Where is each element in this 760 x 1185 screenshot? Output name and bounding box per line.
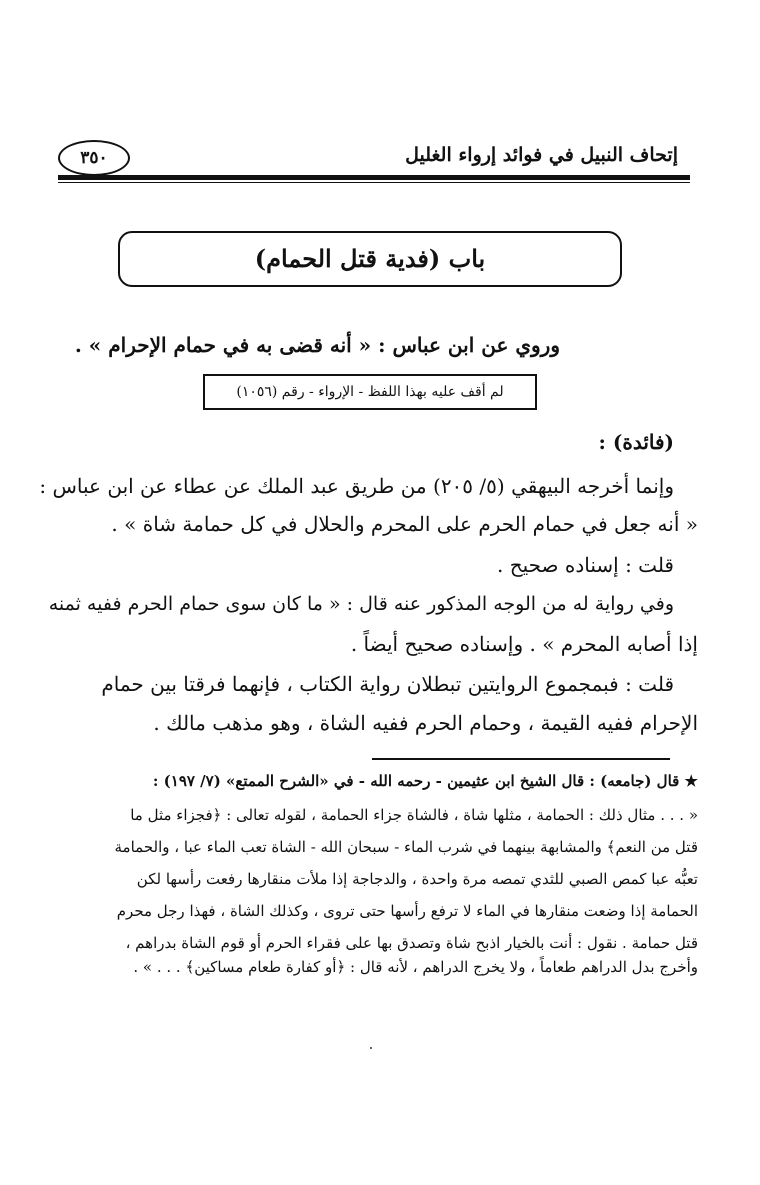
paragraph-1-line-2: « أنه جعل في حمام الحرم على المحرم والحلال في كل حمامة شاة » . xyxy=(111,512,698,536)
footnote-separator xyxy=(372,758,670,760)
paragraph-1-line-1: وإنما أخرجه البيهقي (٥/ ٢٠٥) من طريق عبد الملك عن عطاء عن ابن عباس : xyxy=(39,474,674,498)
paragraph-4-line-1: قلت : فبمجموع الروايتين تبطلان رواية الكتاب ، فإنهما فرقتا بين حمام xyxy=(101,672,674,696)
running-title: إتحاف النبيل في فوائد إرواء الغليل xyxy=(405,144,678,166)
header-rule-thick xyxy=(58,175,690,180)
footnote-line: قتل حمامة . نقول : أنت بالخيار اذبح شاة وتصدق بها على فقراء الحرم أو قوم الشاة بدراهم ، xyxy=(125,934,698,952)
footnote-line: الحمامة إذا وضعت منقارها في الماء لا ترفع رأسها حتى تروى ، وكذلك الشاة ، فهذا رجل محرم xyxy=(116,902,698,920)
grading-note-box: لم أقف عليه بهذا اللفظ - الإرواء - رقم (١٠٥٦) xyxy=(203,374,537,410)
faida-label: (فائدة) : xyxy=(598,430,674,454)
footnote-line: تعبُّه عبا كمص الصبي للثدي تمصه مرة واحدة ، والدجاجة إذا ملأت منقارها رفعت رأسها لكن xyxy=(136,870,698,888)
paragraph-2-line-1: قلت : إسناده صحيح . xyxy=(496,553,674,577)
hadith-line: وروي عن ابن عباس : « أنه قضى به في حمام الإحرام » . xyxy=(74,333,560,357)
chapter-title-box: باب (فدية قتل الحمام) xyxy=(118,231,622,287)
paragraph-3-line-1: وفي رواية له من الوجه المذكور عنه قال : « ما كان سوى حمام الحرم ففيه ثمنه xyxy=(48,593,674,615)
footnote-line: قتل من النعم﴾ والمشابهة بينهما في شرب الماء - سبحان الله - الشاة تعب الماء عبا ، والحمامة xyxy=(114,838,698,856)
page-number-badge: ٣٥٠ xyxy=(58,140,130,176)
page-header xyxy=(58,140,688,180)
footnote-title: ★ قال (جامعه) : قال الشيخ ابن عثيمين - رحمه الله - في «الشرح الممتع» (٧/ ١٩٧) : xyxy=(152,772,698,790)
header-rule-thin xyxy=(58,182,690,183)
footnote-line: « . . . مثال ذلك : الحمامة ، مثلها شاة ، فالشاة جزاء الحمامة ، لقوله تعالى : ﴿فجزاء مثل ما xyxy=(130,806,698,824)
footnote-line: وأخرج بدل الدراهم طعاماً ، ولا يخرج الدراهم ، لأنه قال : ﴿أو كفارة طعام مساكين﴾ . . . » . xyxy=(133,958,698,976)
paragraph-3-line-2: إذا أصابه المحرم » . وإسناده صحيح أيضاً . xyxy=(350,632,698,656)
paragraph-4-line-2: الإحرام ففيه القيمة ، وحمام الحرم ففيه الشاة ، وهو مذهب مالك . xyxy=(153,711,698,735)
scan-speck xyxy=(370,1047,372,1049)
